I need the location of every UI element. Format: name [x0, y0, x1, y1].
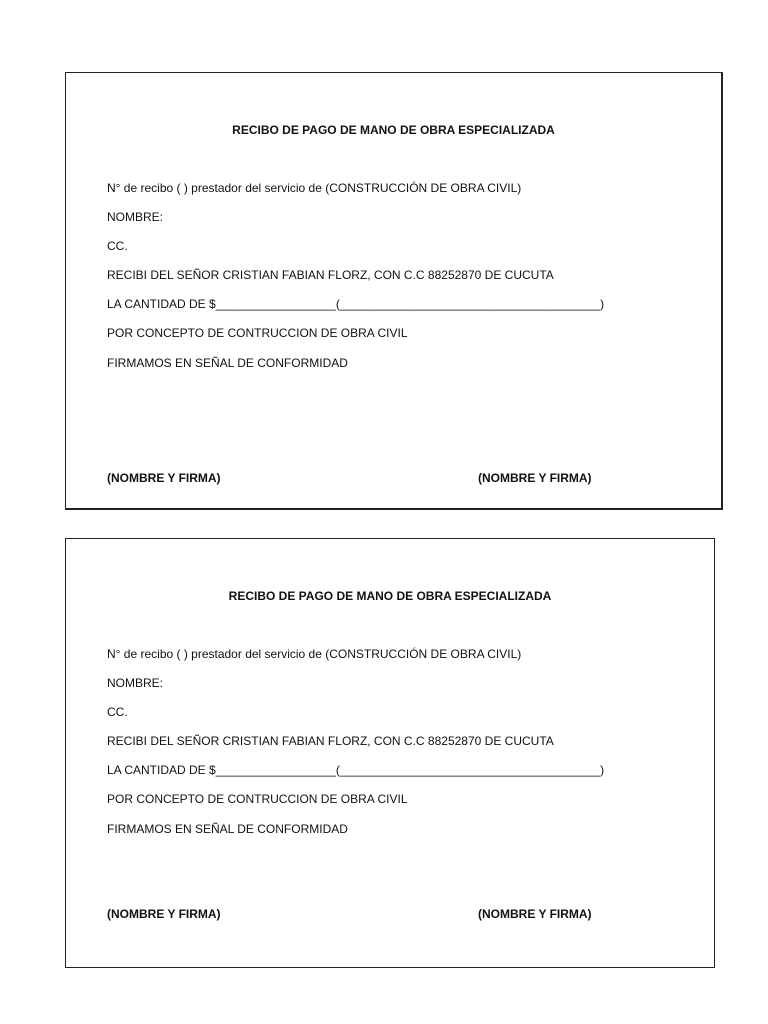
receipt-box [65, 72, 723, 510]
receipt-number-line: N° de recibo ( ) prestador del servicio de (CONSTRUCCIÓN DE OBRA CIVIL) [107, 181, 522, 195]
id-line: CC. [107, 239, 128, 253]
id-line: CC. [107, 705, 128, 719]
receipt-title: RECIBO DE PAGO DE MANO DE OBRA ESPECIALIZADA [232, 123, 555, 137]
name-line: NOMBRE: [107, 676, 164, 690]
signature-left: (NOMBRE Y FIRMA) [107, 471, 221, 485]
conformity-line: FIRMAMOS EN SEÑAL DE CONFORMIDAD [107, 822, 348, 836]
amount-line: LA CANTIDAD DE $__________________(_______________________________________) [107, 763, 605, 777]
concept-line: POR CONCEPTO DE CONTRUCCION DE OBRA CIVIL [107, 792, 408, 806]
receipt-number-line: N° de recibo ( ) prestador del servicio de (CONSTRUCCIÓN DE OBRA CIVIL) [107, 647, 522, 661]
conformity-line: FIRMAMOS EN SEÑAL DE CONFORMIDAD [107, 356, 348, 370]
signature-left: (NOMBRE Y FIRMA) [107, 907, 221, 921]
receipt-box [65, 538, 715, 968]
amount-line: LA CANTIDAD DE $__________________(_______________________________________) [107, 297, 605, 311]
signature-right: (NOMBRE Y FIRMA) [478, 907, 592, 921]
name-line: NOMBRE: [107, 210, 164, 224]
concept-line: POR CONCEPTO DE CONTRUCCION DE OBRA CIVIL [107, 326, 408, 340]
received-from-line: RECIBI DEL SEÑOR CRISTIAN FABIAN FLORZ, CON C.C 88252870 DE CUCUTA [107, 268, 554, 282]
received-from-line: RECIBI DEL SEÑOR CRISTIAN FABIAN FLORZ, CON C.C 88252870 DE CUCUTA [107, 734, 554, 748]
receipt-title: RECIBO DE PAGO DE MANO DE OBRA ESPECIALIZADA [228, 589, 552, 603]
signature-right: (NOMBRE Y FIRMA) [478, 471, 592, 485]
